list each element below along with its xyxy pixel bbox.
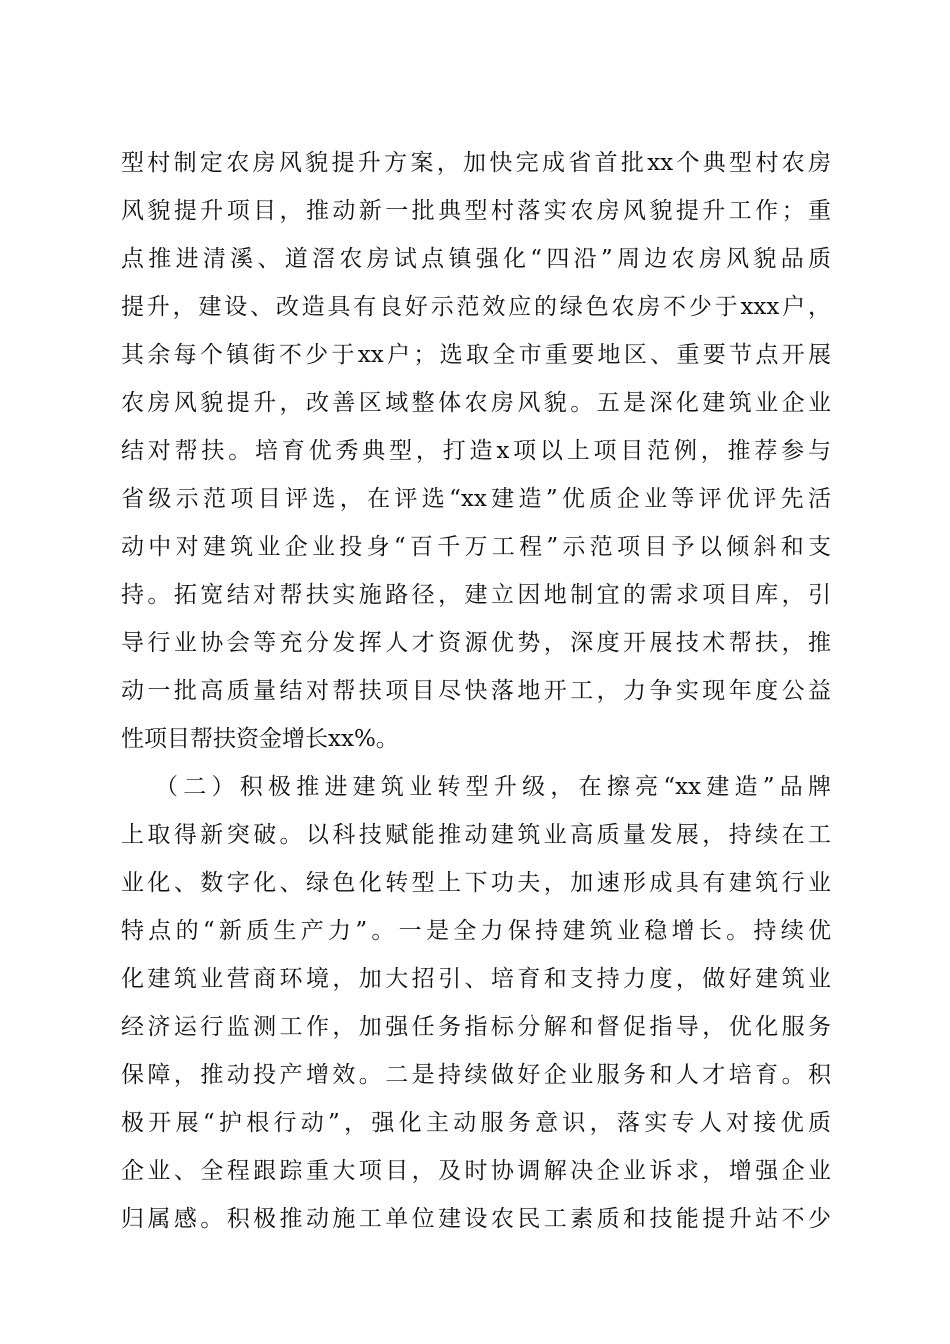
text-line: 型村制定农房风貌提升方案，加快完成省首批xx个典型村农房 [121, 150, 831, 176]
text-line: 经济运行监测工作，加强任务指标分解和督促指导，优化服务 [121, 1014, 831, 1040]
section-heading-line: （二）积极推进建筑业转型升级，在擦亮“xx建造”品牌 [155, 774, 831, 800]
text-line: 保障，推动投产增效。二是持续做好企业服务和人才培育。积 [121, 1062, 831, 1088]
paragraph-end-line: 性项目帮扶资金增长xx%。 [121, 726, 399, 752]
text-line: 业化、数字化、绿色化转型上下功夫，加速形成具有建筑行业 [121, 870, 831, 896]
text-line: 风貌提升项目，推动新一批典型村落实农房风貌提升工作；重 [121, 198, 831, 224]
text-line: 其余每个镇街不少于xx户；选取全市重要地区、重要节点开展 [121, 342, 831, 368]
text-line: 农房风貌提升，改善区域整体农房风貌。五是深化建筑业企业 [121, 390, 831, 416]
text-line: 企业、全程跟踪重大项目，及时协调解决企业诉求，增强企业 [121, 1158, 831, 1184]
body-text [121, 139, 831, 1243]
text-line: 点推进清溪、道滘农房试点镇强化“四沿”周边农房风貌品质 [121, 246, 831, 272]
text-line: 动中对建筑业企业投身“百千万工程”示范项目予以倾斜和支 [121, 534, 831, 560]
text-line: 动一批高质量结对帮扶项目尽快落地开工，力争实现年度公益 [121, 678, 831, 704]
text-line: 持。拓宽结对帮扶实施路径，建立因地制宜的需求项目库，引 [121, 582, 831, 608]
text-line: 特点的“新质生产力”。一是全力保持建筑业稳增长。持续优 [121, 918, 831, 944]
text-line: 提升，建设、改造具有良好示范效应的绿色农房不少于xxx户， [121, 294, 831, 320]
text-line: 极开展“护根行动”，强化主动服务意识，落实专人对接优质 [121, 1110, 831, 1136]
text-line: 上取得新突破。以科技赋能推动建筑业高质量发展，持续在工 [121, 822, 831, 848]
text-line: 化建筑业营商环境，加大招引、培育和支持力度，做好建筑业 [121, 966, 831, 992]
text-line: 归属感。积极推动施工单位建设农民工素质和技能提升站不少 [121, 1206, 831, 1232]
text-line: 省级示范项目评选，在评选“xx建造”优质企业等评优评先活 [121, 486, 831, 512]
text-line: 结对帮扶。培育优秀典型，打造x项以上项目范例，推荐参与 [121, 438, 831, 464]
text-line: 导行业协会等充分发挥人才资源优势，深度开展技术帮扶，推 [121, 630, 831, 656]
